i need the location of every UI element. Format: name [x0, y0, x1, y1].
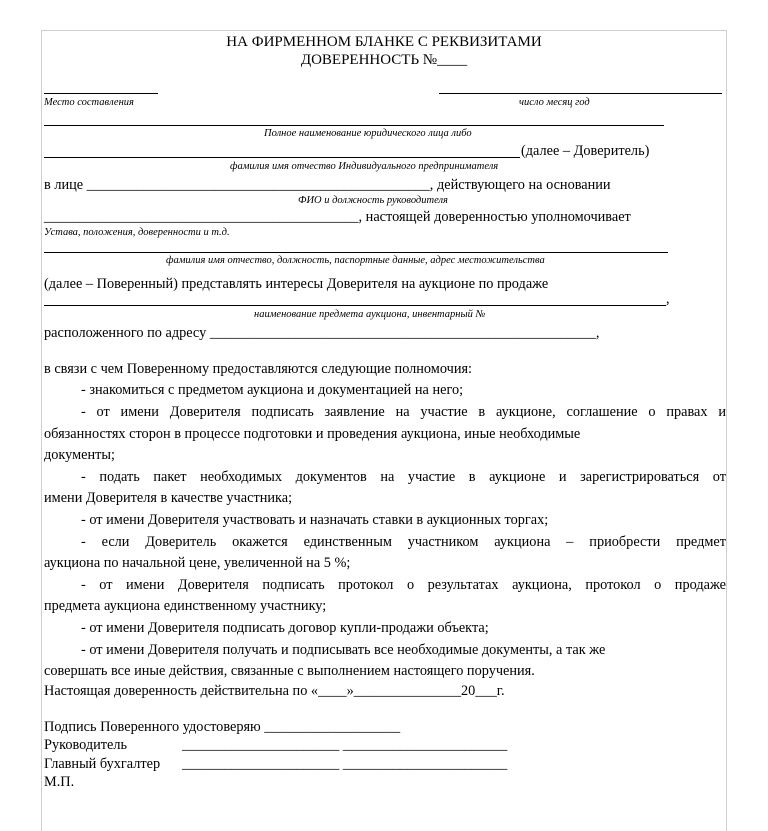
power-7: - от имени Доверителя подписать договор купли-продажи объекта;	[81, 620, 489, 636]
caption-head: ФИО и должность руководителя	[298, 195, 448, 206]
ip-name-underline	[44, 157, 520, 158]
accountant-label: Главный бухгалтер	[44, 756, 161, 772]
director-sign-lines: ______________________ _______________________	[182, 737, 508, 753]
org-name-underline	[44, 125, 664, 126]
subject-underline	[44, 305, 666, 306]
subject-comma: ,	[666, 291, 670, 307]
power-2-line3: документы;	[44, 447, 115, 463]
document-title: ДОВЕРЕННОСТЬ №____	[300, 52, 468, 68]
signature-line: Подпись Поверенного удостоверяю ___________________	[44, 719, 401, 735]
authorize-line: ____________________________________________, настоящей доверенностью уполномочивает	[44, 209, 631, 225]
date-underline	[439, 93, 722, 94]
power-2-line1: - от имени Доверителя подписать заявление на участие в аукционе, соглашение о правах и	[81, 404, 726, 420]
power-3-line2: имени Доверителя в качестве участника;	[44, 490, 293, 506]
caption-place: Место составления	[44, 97, 134, 108]
power-8-line1: - от имени Доверителя получать и подписывать все необходимые документы, а так же	[81, 642, 606, 658]
power-3-line1: - подать пакет необходимых документов на участие в аукционе и зарегистрироваться от	[81, 469, 726, 485]
trustor-label: (далее – Доверитель)	[521, 143, 650, 159]
power-6-line2: предмета аукциона единственному участнику;	[44, 598, 327, 614]
power-8-line2: совершать все иные действия, связанные с выполнением настоящего поручения.	[44, 663, 535, 679]
caption-org-name: Полное наименование юридического лица либо	[264, 128, 472, 139]
address-line: расположенного по адресу ______________________________________________________,	[44, 325, 600, 341]
power-5-line1: - если Доверитель окажется единственным участником аукциона – приобрести предмет	[81, 534, 726, 550]
caption-date: число месяц год	[519, 97, 590, 108]
power-2-line2: обязанностях сторон в процессе подготовки и проведения аукциона, иные необходимые	[44, 426, 581, 442]
accountant-sign-lines: ______________________ _______________________	[182, 756, 508, 772]
power-4: - от имени Доверителя участвовать и назначать ставки в аукционных торгах;	[81, 512, 549, 528]
caption-ip-name: фамилия имя отчество Индивидуального предпринимателя	[230, 161, 499, 172]
powers-intro: в связи с чем Поверенному предоставляются следующие полномочия:	[44, 361, 473, 377]
attorney-underline	[44, 252, 668, 253]
header-line1: НА ФИРМЕННОМ БЛАНКЕ С РЕКВИЗИТАМИ	[226, 34, 542, 50]
in-person-line: в лице ________________________________________________, действующего на основании	[44, 177, 611, 193]
represent-line: (далее – Поверенный) представлять интересы Доверителя на аукционе по продаже	[44, 276, 549, 292]
document-page	[41, 30, 727, 831]
seal-label: М.П.	[44, 774, 75, 790]
validity-line: Настоящая доверенность действительна по «____»_______________20___г.	[44, 683, 505, 699]
caption-subject: наименование предмета аукциона, инвентарный №	[254, 309, 486, 320]
power-6-line1: - от имени Доверителя подписать протокол о результатах аукциона, протокол о продаже	[81, 577, 726, 593]
caption-basis: Устава, положения, доверенности и т.д.	[44, 227, 230, 238]
caption-attorney: фамилия имя отчество, должность, паспортные данные, адрес местожительства	[166, 255, 545, 266]
power-5-line2: аукциона по начальной цене, увеличенной на 5 %;	[44, 555, 351, 571]
director-label: Руководитель	[44, 737, 128, 753]
power-1: - знакомиться с предметом аукциона и документацией на него;	[81, 382, 464, 398]
place-underline	[44, 93, 158, 94]
